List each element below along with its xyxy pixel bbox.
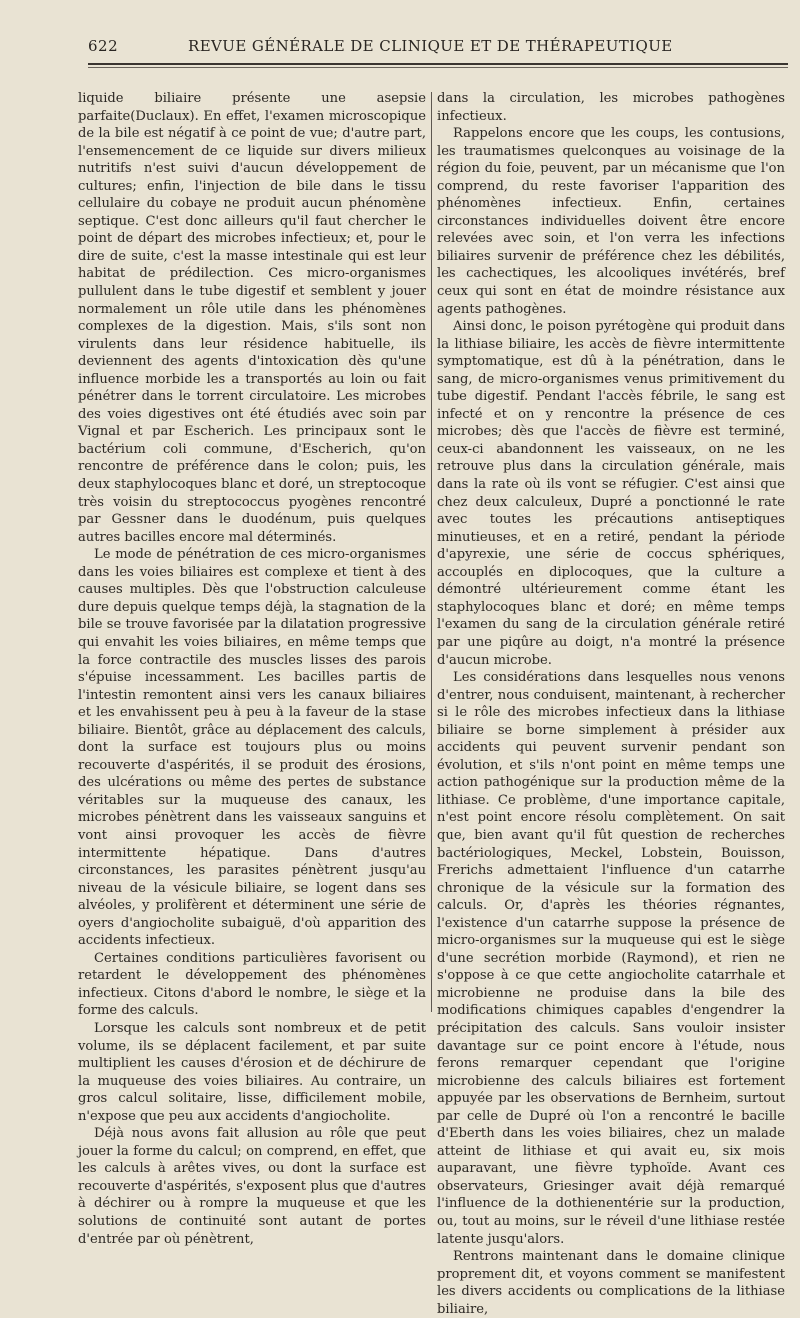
running-title: REVUE GÉNÉRALE DE CLINIQUE ET DE THÉRAPEUTIQUE xyxy=(188,37,673,55)
paragraph: Le mode de pénétration de ces micro-organismes dans les voies biliaires est complexe et tient à des causes multiples. Dès que l'obstruction calculeuse dure depuis quelque temps déjà, la stagnation de la bile se trouve favorisée par la dilatation progressive qui envahit les voies biliaires, en même temps que la force contractile des muscles lisses des parois s'épuise incessamment. Les bacilles partis de l'intestin remontent ainsi vers les canaux biliaires et les envahissent peu à peu à la faveur de la stase biliaire. Bientôt, grâce au déplacement des calculs, dont la surface est toujours plus ou moins recouverte d'aspérités, il se produit des érosions, des ulcérations ou même des pertes de substance véritables sur la muqueuse des canaux, les microbes pénètrent dans les vaisseaux sanguins et vont ainsi provoquer les accès de fièvre intermittente hépatique. Dans d'autres circonstances, les parasites pénètrent jusqu'au niveau de la vésicule biliaire, se logent dans ses alvéoles, y prolifèrent et déterminent une série de oyers d'angiocholite subaiguë, d'où apparition des accidents infectieux. xyxy=(78,547,426,949)
column-divider xyxy=(431,92,432,1012)
paragraph: Déjà nous avons fait allusion au rôle que peut jouer la forme du calcul; on comprend, en effet, que les calculs à arêtes vives, ou dont la surface est recouverte d'aspérités, s'exposent plus que d'autres à déchirer ou à rompre la muqueuse et que les solutions de continuité sont autant de portes d'entrée par où pénètrent, xyxy=(78,1126,426,1247)
paragraph: Certaines conditions particulières favorisent ou retardent le développement des phénomènes infectieux. Citons d'abord le nombre, le siège et la forme des calculs. xyxy=(78,950,426,1019)
page-number: 622 xyxy=(88,37,119,55)
paragraph: dans la circulation, les microbes pathogènes infectieux. xyxy=(437,91,785,124)
paragraph: Les considérations dans lesquelles nous venons d'entrer, nous conduisent, maintenant, à rechercher si le rôle des microbes infectieux dans la lithiase biliaire se borne simplement à présider aux accidents qui peuvent survenir pendant son évolution, et s'ils n'ont point en même temps une action pathogénique sur la production même de la lithiase. Ce problème, d'une importance capitale, n'est point encore résolu complètement. On sait que, bien avant qu'il fût question de recherches bactériologiques, Meckel, Lobstein, Bouisson, Frerichs admettaient l'influence d'un catarrhe chronique de la vésicule sur la formation des calculs. Or, d'après les théories régnantes, l'existence d'un catarrhe suppose la présence de micro-organismes sur la muqueuse qui est le siège d'une secrétion morbide (Raymond), et rien ne s'oppose à ce que cette angiocholite catarrhale et microbienne ne produise dans la bile des modifications chimiques capables d'engendrer la précipitation des calculs. Sans vouloir insister davantage sur ce point encore à l'étude, nous ferons remarquer cependant que l'origine microbienne des calculs biliaires est fortement appuyée par les observations de Bernheim, surtout par celle de Dupré où l'on a rencontré le bacille d'Eberth dans les voies biliaires, chez un malade atteint de lithiase et qui avait eu, six mois auparavant, une fièvre typhoïde. Avant ces observateurs, Griesinger avait déjà remarqué l'influence de la dothienentérie sur la production, ou, tout au moins, sur le réveil d'une lithiase restée latente jusqu'alors. xyxy=(437,670,785,1247)
paragraph: Lorsque les calculs sont nombreux et de petit volume, ils se déplacent facilement, et par suite multiplient les causes d'érosion et de déchirure de la muqueuse des voies biliaires. Au contraire, un gros calcul solitaire, lisse, difficilement mobile, n'expose que peu aux accidents d'angiocholite. xyxy=(78,1020,426,1124)
page-header xyxy=(88,35,788,59)
left-column xyxy=(78,90,426,1247)
header-rule-thin xyxy=(88,67,788,68)
right-column xyxy=(437,90,785,1317)
paragraph: Rappelons encore que les coups, les contusions, les traumatismes quelconques au voisinage de la région du foie, peuvent, par un mécanisme que l'on comprend, du reste favoriser l'apparition des phénomènes infectieux. Enfin, certaines circonstances individuelles doivent être encore relevées avec soin, et l'on verra les infections biliaires survenir de préférence chez les débilités, les cachectiques, les alcooliques invétérés, bref ceux qui sont en état de moindre résistance aux agents pathogènes. xyxy=(437,126,785,317)
paragraph: Rentrons maintenant dans le domaine clinique proprement dit, et voyons comment se manifestent les divers accidents ou complications de la lithiase biliaire, xyxy=(437,1249,785,1317)
header-rule xyxy=(88,63,788,65)
paragraph: Ainsi donc, le poison pyrétogène qui produit dans la lithiase biliaire, les accès de fièvre intermittente symptomatique, est dû à la pénétration, dans le sang, de micro-organismes venus primitivement du tube digestif. Pendant l'accès fébrile, le sang est infecté et on y rencontre la présence de ces microbes; dès que l'accès de fièvre est terminé, ceux-ci abandonnent les vaisseaux, on ne les retrouve plus dans la circulation générale, mais dans la rate où ils vont se réfugier. C'est ainsi que chez deux calculeux, Dupré a ponctionné le rate avec toutes les précautions antiseptiques minutieuses, et en a retiré, pendant la période d'apyrexie, une série de coccus sphériques, accouplés en diplocoques, que la culture a démontré ultérieurement comme étant les staphylocoques blanc et doré; en même temps l'examen du sang de la circulation générale retiré par une piqûre au doigt, n'a montré la présence d'aucun microbe. xyxy=(437,319,785,668)
paragraph: liquide biliaire présente une asepsie parfaite(Duclaux). En effet, l'examen microscopique de la bile est négatif à ce point de vue; d'autre part, l'ensemencement de ce liquide sur divers milieux nutritifs n'est suivi d'aucun développement de cultures; enfin, l'injection de bile dans le tissu cellulaire du cobaye ne produit aucun phénomène septique. C'est donc ailleurs qu'il faut chercher le point de départ des microbes infectieux; et, pour le dire de suite, c'est la masse intestinale qui est leur habitat de prédilection. Ces micro-organismes pullulent dans le tube digestif et semblent y jouer normalement un rôle utile dans les phénomènes complexes de la digestion. Mais, s'ils sont non virulents dans leur résidence habituelle, ils deviennent des agents d'intoxication dès qu'une influence morbide les a transportés au loin ou fait pénétrer dans le torrent circulatoire. Les microbes des voies digestives ont été étudiés avec soin par Vignal et par Escherich. Les principaux sont le bactérium coli commune, d'Escherich, qu'on rencontre de préférence dans le colon; puis, les deux staphylocoques blanc et doré, un streptocoque très voisin du streptococcus pyogènes rencontré par Gessner dans le duodénum, puis quelques autres bacilles encore mal déterminés. xyxy=(78,91,426,545)
